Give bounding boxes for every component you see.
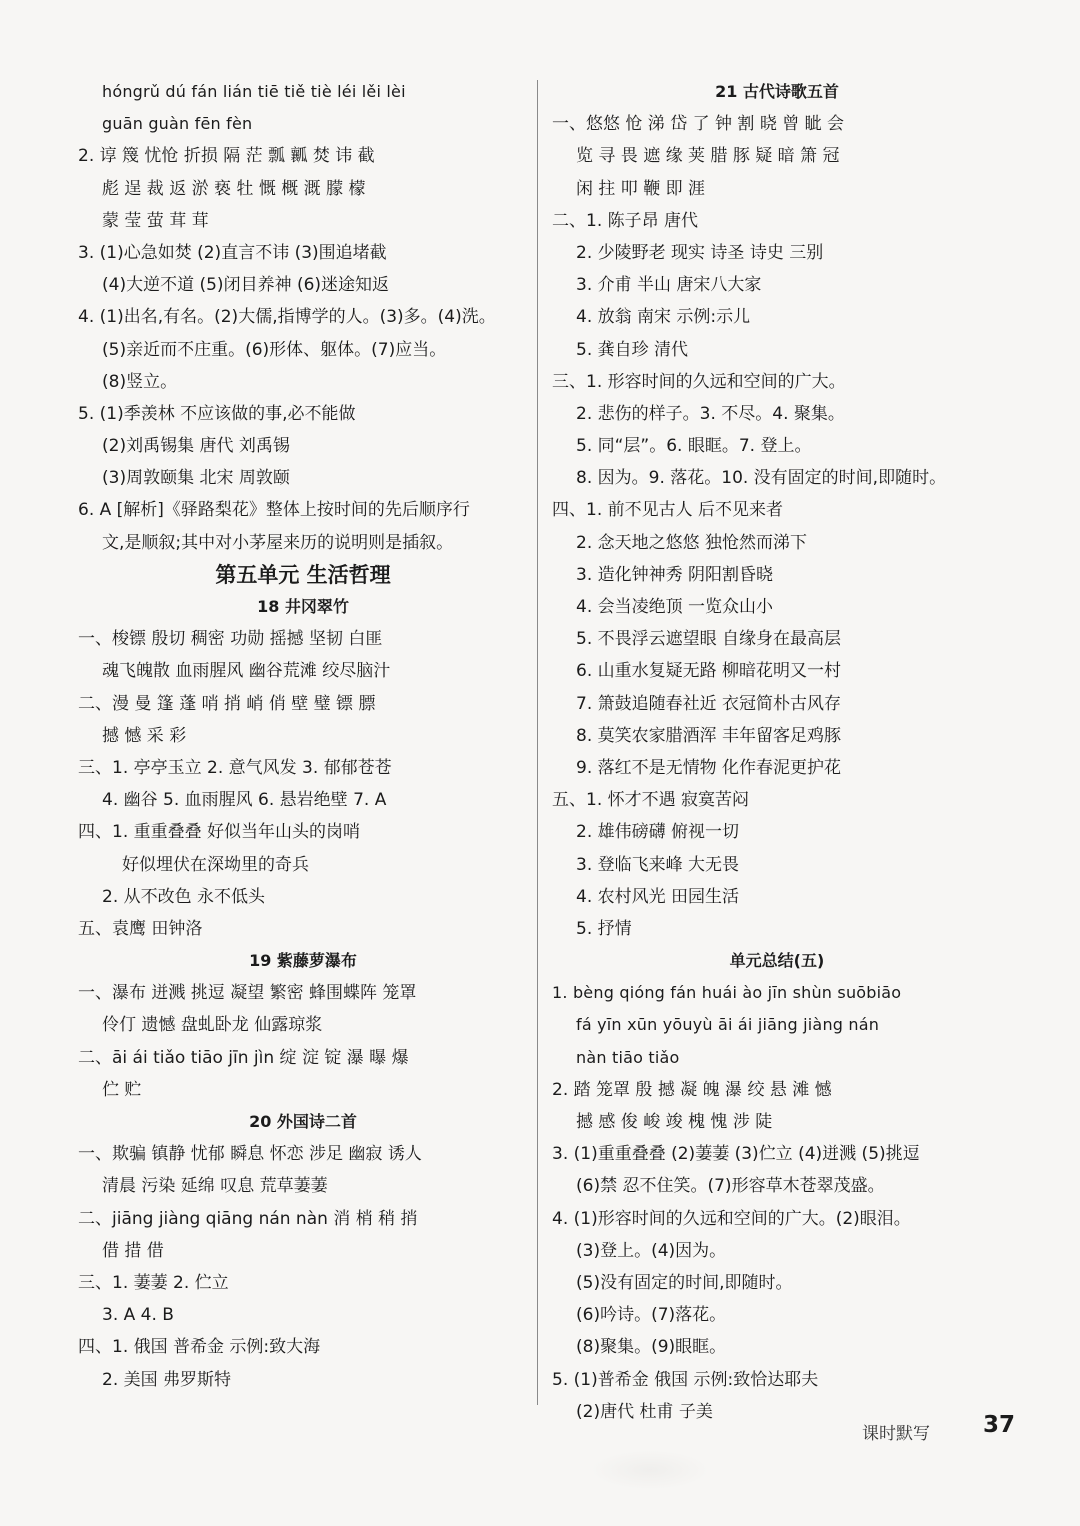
answer-line: 好似埋伏在深坳里的奇兵 [122, 854, 309, 875]
answer-line: 一、瀑布 迸溅 挑逗 凝望 繁密 蜂围蝶阵 笼罩 [78, 983, 417, 1004]
answer-line: 魂飞魄散 血雨腥风 幽谷荒滩 绞尽脑汁 [102, 661, 391, 682]
answer-line: 4. (1)形容时间的久远和空间的广大。(2)眼泪。 [552, 1208, 911, 1229]
answer-line: 4. 幽谷 5. 血雨腥风 6. 悬岩绝壁 7. A [102, 790, 387, 811]
answer-line: 二、1. 陈子昂 唐代 [552, 210, 699, 231]
answer-line: 一、欺骗 镇静 忧郁 瞬息 怀恋 涉足 幽寂 诱人 [78, 1144, 422, 1165]
answer-line: 2. 雄伟磅礴 俯视一切 [576, 822, 740, 843]
answer-line: 览 寻 畏 遮 缘 荚 腊 豚 疑 暗 箫 冠 [576, 146, 840, 167]
answer-line: 3. (1)心急如焚 (2)直言不讳 (3)围追堵截 [78, 242, 387, 263]
answer-line: 二、漫 曼 篷 蓬 哨 捎 峭 俏 壁 璧 镖 膘 [78, 693, 376, 714]
answer-line: 一、悠悠 怆 涕 岱 了 钟 割 晓 曾 眦 会 [552, 114, 845, 135]
answer-line: (5)没有固定的时间,即随时。 [576, 1272, 793, 1293]
answer-line: 2. 从不改色 永不低头 [102, 886, 266, 907]
answer-line: 撼 感 俊 峻 竣 槐 愧 涉 陡 [576, 1112, 773, 1132]
answer-line: 5. (1)季羡林 不应该做的事,必不能做 [78, 403, 356, 424]
answer-line: 二、jiāng jiàng qiāng nán nàn 消 梢 稍 捎 [78, 1208, 418, 1229]
answer-line: (8)竖立。 [102, 371, 178, 392]
answer-line: 2. 谆 篾 忧怆 折损 隔 茫 瓢 瓤 焚 讳 截 [78, 146, 375, 167]
answer-line: 4. (1)出名,有名。(2)大儒,指博学的人。(3)多。(4)洗。 [78, 307, 496, 328]
answer-line: (5)亲近而不庄重。(6)形体、躯体。(7)应当。 [102, 339, 447, 360]
answer-line: 2. 美国 弗罗斯特 [102, 1369, 232, 1390]
answer-line: 3. 介甫 半山 唐宋八大家 [576, 275, 762, 296]
answer-line: 5. 同“层”。6. 眼眶。7. 登上。 [576, 436, 812, 457]
answer-line: 2. 踏 笼罩 殷 撼 凝 魄 瀑 绞 悬 滩 憾 [552, 1079, 832, 1100]
answer-line: 8. 莫笑农家腊酒浑 丰年留客足鸡豚 [576, 725, 842, 746]
answer-line: 五、1. 怀才不遇 寂寞苦闷 [552, 790, 750, 811]
answer-line: guān guàn fēn fèn [102, 114, 253, 134]
answer-line: hóngrǔ dú fán lián tiē tiě tiè léi lěi lèi [102, 82, 406, 101]
answer-line: 四、1. 重重叠叠 好似当年山头的岗哨 [78, 822, 361, 843]
lesson-heading: 20 外国诗二首 [249, 1112, 357, 1131]
answer-line: 4. 农村风光 田园生活 [576, 886, 740, 907]
answer-line: 4. 放翁 南宋 示例:示儿 [576, 307, 751, 328]
answer-line: 伫 贮 [102, 1079, 142, 1100]
answer-line: (4)大逆不道 (5)闭目养神 (6)迷途知返 [102, 275, 390, 296]
answer-line: 清晨 污染 延绵 叹息 荒草萋萋 [102, 1176, 328, 1197]
answer-line: (6)禁 忍不住笑。(7)形容草木苍翠茂盛。 [576, 1176, 885, 1197]
answer-line: 蒙 莹 萤 茸 茸 [102, 210, 209, 231]
answer-line: (8)聚集。(9)眼眶。 [576, 1337, 727, 1358]
answer-line: 4. 会当凌绝顶 一览众山小 [576, 597, 774, 617]
answer-line: 5. 抒情 [576, 918, 632, 939]
answer-line: 2. 少陵野老 现实 诗圣 诗史 三别 [576, 242, 824, 263]
answer-line: fá yīn xūn yōuyù āi ái jiāng jiàng nán [576, 1015, 880, 1035]
answer-line: 6. 山重水复疑无路 柳暗花明又一村 [576, 661, 842, 682]
answer-line: 7. 箫鼓追随春社近 衣冠简朴古风存 [576, 693, 842, 714]
answer-line: 一、梭镖 殷切 稠密 功勋 摇撼 坚韧 白匪 [78, 629, 383, 650]
answer-line: (6)吟诗。(7)落花。 [576, 1305, 727, 1326]
faded-stamp-mark [590, 1450, 710, 1490]
column-divider [537, 80, 538, 1405]
answer-line: (2)唐代 杜甫 子美 [576, 1401, 713, 1422]
lesson-heading: 19 紫藤萝瀑布 [249, 951, 357, 971]
left-column [78, 76, 528, 1396]
answer-line: 彪 逞 裁 返 淤 亵 牡 慨 概 溉 朦 檬 [102, 178, 366, 199]
right-column [552, 76, 1002, 1428]
answer-line: 5. 龚自珍 清代 [576, 339, 689, 360]
answer-line: 三、1. 亭亭玉立 2. 意气风发 3. 郁郁苍苍 [78, 757, 392, 778]
page-number: 37 [983, 1412, 1016, 1438]
unit-heading: 第五单元 生活哲理 [215, 561, 391, 587]
lesson-heading: 21 古代诗歌五首 [715, 82, 839, 101]
lesson-heading: 18 井冈翠竹 [257, 597, 349, 616]
answer-line: 3. (1)重重叠叠 (2)萋萋 (3)伫立 (4)迸溅 (5)挑逗 [552, 1144, 920, 1165]
answer-line: 8. 因为。9. 落花。10. 没有固定的时间,即随时。 [576, 468, 947, 489]
answer-line: 3. 登临飞来峰 大无畏 [576, 854, 740, 875]
answer-line: (3)周敦颐集 北宋 周敦颐 [102, 468, 290, 489]
answer-line: 2. 悲伤的样子。3. 不尽。4. 聚集。 [576, 403, 845, 424]
answer-line: 文,是顺叙;其中对小茅屋来历的说明则是插叙。 [102, 532, 454, 553]
answer-line: 三、1. 萋萋 2. 伫立 [78, 1272, 229, 1293]
answer-line: 三、1. 形容时间的久远和空间的广大。 [552, 371, 846, 392]
answer-line: 6. A [解析]《驿路梨花》整体上按时间的先后顺序行 [78, 500, 470, 521]
answer-line: 闲 拄 叩 鞭 即 涯 [576, 178, 706, 199]
answer-line: 9. 落红不是无情物 化作春泥更护花 [576, 757, 842, 778]
answer-line: (3)登上。(4)因为。 [576, 1240, 727, 1261]
answer-line: 四、1. 前不见古人 后不见来者 [552, 500, 784, 521]
answer-line: 3. 造化钟神秀 阴阳割昏晓 [576, 564, 774, 585]
answer-line: 借 措 借 [102, 1240, 164, 1261]
answer-line: nàn tiāo tiǎo [576, 1047, 680, 1067]
answer-line: 二、āi ái tiǎo tiāo jīn jìn 绽 淀 锭 瀑 曝 爆 [78, 1047, 409, 1068]
answer-line: 四、1. 俄国 普希金 示例:致大海 [78, 1337, 321, 1358]
answer-line: (2)刘禹锡集 唐代 刘禹锡 [102, 436, 290, 457]
answer-line: 五、袁鹰 田钟洛 [78, 918, 203, 939]
answer-line: 5. 不畏浮云遮望眼 自缘身在最高层 [576, 629, 842, 650]
answer-line: 1. bèng qióng fán huái ào jīn shùn suōbiāo [552, 983, 902, 1003]
answer-line: 伶仃 遗憾 盘虬卧龙 仙露琼浆 [102, 1015, 323, 1036]
answer-line: 5. (1)普希金 俄国 示例:致恰达耶夫 [552, 1369, 819, 1390]
footer-book-label: 课时默写 [862, 1424, 930, 1444]
lesson-heading: 单元总结(五) [729, 951, 825, 971]
answer-line: 撼 憾 采 彩 [102, 725, 187, 746]
answer-line: 2. 念天地之悠悠 独怆然而涕下 [576, 532, 808, 553]
answer-line: 3. A 4. B [102, 1305, 174, 1326]
